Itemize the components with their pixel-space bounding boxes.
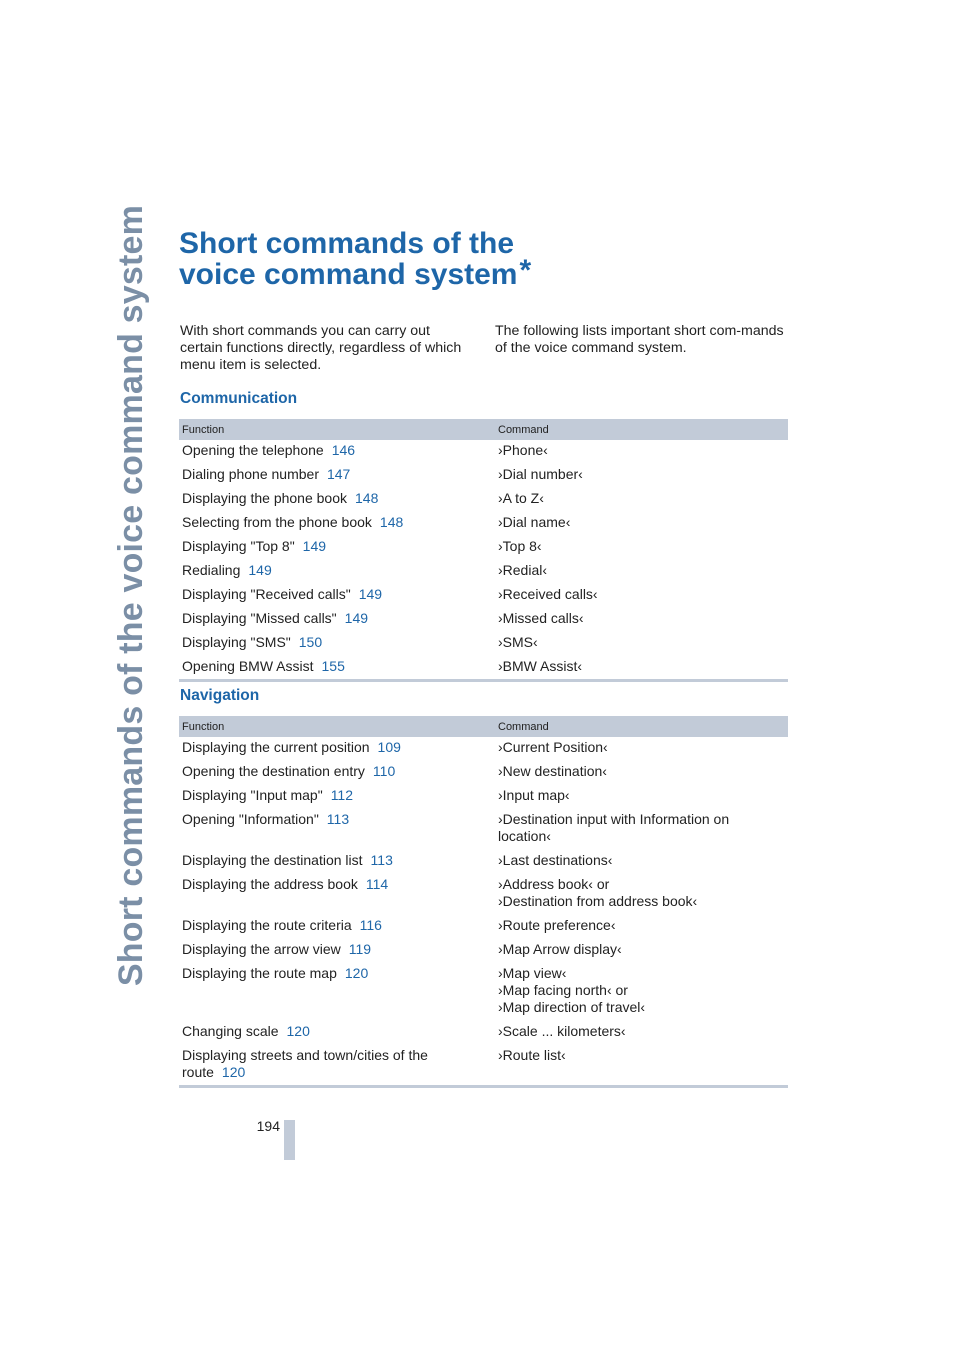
command-cell (495, 874, 788, 915)
command-text: ›Map view‹ ›Map facing north‹ or ›Map direction of travel‹ (498, 965, 646, 1015)
function-text: Opening BMW Assist (182, 658, 314, 674)
function-cell (179, 874, 495, 915)
table-row (179, 656, 788, 681)
function-text: Displaying the route map (182, 965, 337, 981)
function-cell (179, 632, 495, 656)
page-reference-link[interactable]: 155 (321, 658, 345, 674)
page-reference-link[interactable]: 113 (370, 852, 393, 868)
function-cell (179, 809, 495, 850)
command-text: ›Received calls‹ (498, 586, 598, 602)
function-cell (179, 737, 495, 761)
page-reference-link[interactable]: 109 (377, 739, 401, 755)
function-text: Displaying the destination list (182, 852, 363, 868)
sidebar-title (102, 204, 162, 986)
page-reference-link[interactable]: 113 (326, 811, 350, 827)
command-cell (495, 560, 788, 584)
function-cell (179, 560, 495, 584)
page-title-line-2 (179, 254, 532, 291)
function-cell (179, 608, 495, 632)
page-number: 194 (256, 1118, 280, 1134)
command-cell (495, 440, 788, 464)
page-reference-link[interactable]: 149 (248, 562, 272, 578)
table-row (179, 915, 788, 939)
command-cell (495, 809, 788, 850)
function-cell (179, 850, 495, 874)
command-text: ›Dial name‹ (498, 514, 571, 530)
function-text: Opening the telephone (182, 442, 324, 458)
command-cell (495, 1045, 788, 1087)
function-text: Dialing phone number (182, 466, 319, 482)
table-row (179, 761, 788, 785)
table-row (179, 1045, 788, 1087)
sidebar-title-text: Short commands of the voice command system (112, 204, 151, 986)
command-text: ›Missed calls‹ (498, 610, 584, 626)
navigation-table-header (179, 716, 788, 737)
function-cell (179, 963, 495, 1021)
command-cell (495, 536, 788, 560)
optional-equipment-star-icon: * (519, 254, 532, 287)
function-cell (179, 785, 495, 809)
command-column-header: Command (495, 716, 788, 737)
command-cell (495, 632, 788, 656)
table-row (179, 939, 788, 963)
function-text: Displaying "Missed calls" (182, 610, 337, 626)
function-cell (179, 939, 495, 963)
page-title-line-2-text: voice command system (179, 258, 518, 291)
function-cell (179, 761, 495, 785)
function-text: Displaying the current position (182, 739, 370, 755)
command-cell (495, 761, 788, 785)
command-cell (495, 584, 788, 608)
page-reference-link[interactable]: 149 (358, 586, 383, 602)
command-text: ›Last destinations‹ (498, 852, 613, 868)
command-cell (495, 512, 788, 536)
function-cell (179, 488, 495, 512)
command-text: ›Current Position‹ (498, 739, 608, 755)
function-text: Displaying the route criteria (182, 917, 352, 933)
table-row (179, 440, 788, 464)
command-column-header: Command (495, 419, 788, 440)
function-cell (179, 440, 495, 464)
page-reference-link[interactable]: 149 (302, 538, 327, 554)
command-text: ›A to Z‹ (498, 490, 544, 506)
function-text: Redialing (182, 562, 241, 578)
communication-table-header (179, 419, 788, 440)
command-cell (495, 939, 788, 963)
command-text: ›Phone‹ (498, 442, 548, 458)
command-text: ›SMS‹ (498, 634, 538, 650)
intro-left-paragraph: With short commands you can carry out certain functions directly, regardless of which menu item is selected. (180, 323, 462, 373)
table-row (179, 512, 788, 536)
command-cell (495, 915, 788, 939)
command-text: ›Scale ... kilometers‹ (498, 1023, 626, 1039)
command-text: ›Map Arrow display‹ (498, 941, 622, 957)
page-reference-link[interactable]: 110 (372, 763, 396, 779)
command-cell (495, 608, 788, 632)
table-row (179, 584, 788, 608)
table-row (179, 963, 788, 1021)
function-cell (179, 1045, 495, 1087)
page-reference-link[interactable]: 150 (298, 634, 323, 650)
navigation-table (179, 716, 788, 1088)
page-reference-link[interactable]: 148 (379, 514, 404, 530)
command-cell (495, 737, 788, 761)
function-column-header: Function (179, 419, 495, 440)
page-reference-link[interactable]: 112 (330, 787, 354, 803)
command-text: ›Destination input with Information on location‹ (498, 811, 730, 844)
page-reference-link[interactable]: 120 (344, 965, 369, 981)
function-text: Displaying "Received calls" (182, 586, 351, 602)
page-reference-link[interactable]: 120 (286, 1023, 310, 1039)
function-text: Displaying "Input map" (182, 787, 323, 803)
page-reference-link[interactable]: 116 (359, 917, 382, 933)
table-row (179, 785, 788, 809)
communication-heading: Communication (180, 390, 298, 407)
table-row (179, 809, 788, 850)
command-text: ›Address book‹ or ›Destination from address book‹ (498, 876, 698, 909)
command-text: ›Input map‹ (498, 787, 570, 803)
communication-table (179, 419, 788, 682)
page-reference-link[interactable]: 120 (221, 1064, 246, 1080)
function-text: Opening the destination entry (182, 763, 365, 779)
command-text: ›Dial number‹ (498, 466, 583, 482)
table-row (179, 464, 788, 488)
page-number-bar (284, 1120, 295, 1160)
page-reference-link[interactable]: 119 (348, 941, 372, 957)
function-text: Displaying "Top 8" (182, 538, 295, 554)
page-reference-link[interactable]: 147 (326, 466, 351, 482)
table-row (179, 632, 788, 656)
function-text: Selecting from the phone book (182, 514, 372, 530)
function-cell (179, 584, 495, 608)
table-row (179, 488, 788, 512)
navigation-heading: Navigation (180, 687, 260, 704)
table-row (179, 1021, 788, 1045)
page-title (179, 228, 531, 290)
function-cell (179, 1021, 495, 1045)
function-text: Displaying "SMS" (182, 634, 291, 650)
table-row (179, 560, 788, 584)
page-reference-link[interactable]: 148 (355, 490, 379, 506)
page-reference-link[interactable]: 146 (331, 442, 356, 458)
command-text: ›Top 8‹ (498, 538, 542, 554)
command-text: ›Route preference‹ (498, 917, 616, 933)
table-row (179, 536, 788, 560)
command-cell (495, 785, 788, 809)
table-row (179, 874, 788, 915)
function-text: Displaying the phone book (182, 490, 348, 506)
command-text: ›New destination‹ (498, 763, 607, 779)
table-row (179, 737, 788, 761)
command-text: ›BMW Assist‹ (498, 658, 582, 674)
command-cell (495, 488, 788, 512)
intro-right-paragraph: The following lists important short com-mands of the voice command system. (495, 323, 784, 356)
page-title-line-1: Short commands of the (179, 227, 515, 260)
function-cell (179, 915, 495, 939)
function-text: Changing scale (182, 1023, 279, 1039)
function-text: Displaying streets and town/cities of the route (182, 1047, 428, 1080)
command-text: ›Route list‹ (498, 1047, 566, 1063)
function-cell (179, 512, 495, 536)
function-text: Displaying the address book (182, 876, 358, 892)
command-text: ›Redial‹ (498, 562, 548, 578)
command-cell (495, 963, 788, 1021)
table-row (179, 608, 788, 632)
command-cell (495, 656, 788, 681)
function-column-header: Function (179, 716, 495, 737)
page-reference-link[interactable]: 149 (344, 610, 369, 626)
table-row (179, 850, 788, 874)
command-cell (495, 464, 788, 488)
function-cell (179, 656, 495, 681)
function-text: Displaying the arrow view (182, 941, 341, 957)
command-cell (495, 1021, 788, 1045)
function-cell (179, 536, 495, 560)
function-text: Opening "Information" (182, 811, 319, 827)
page-reference-link[interactable]: 114 (365, 876, 389, 892)
command-cell (495, 850, 788, 874)
function-cell (179, 464, 495, 488)
